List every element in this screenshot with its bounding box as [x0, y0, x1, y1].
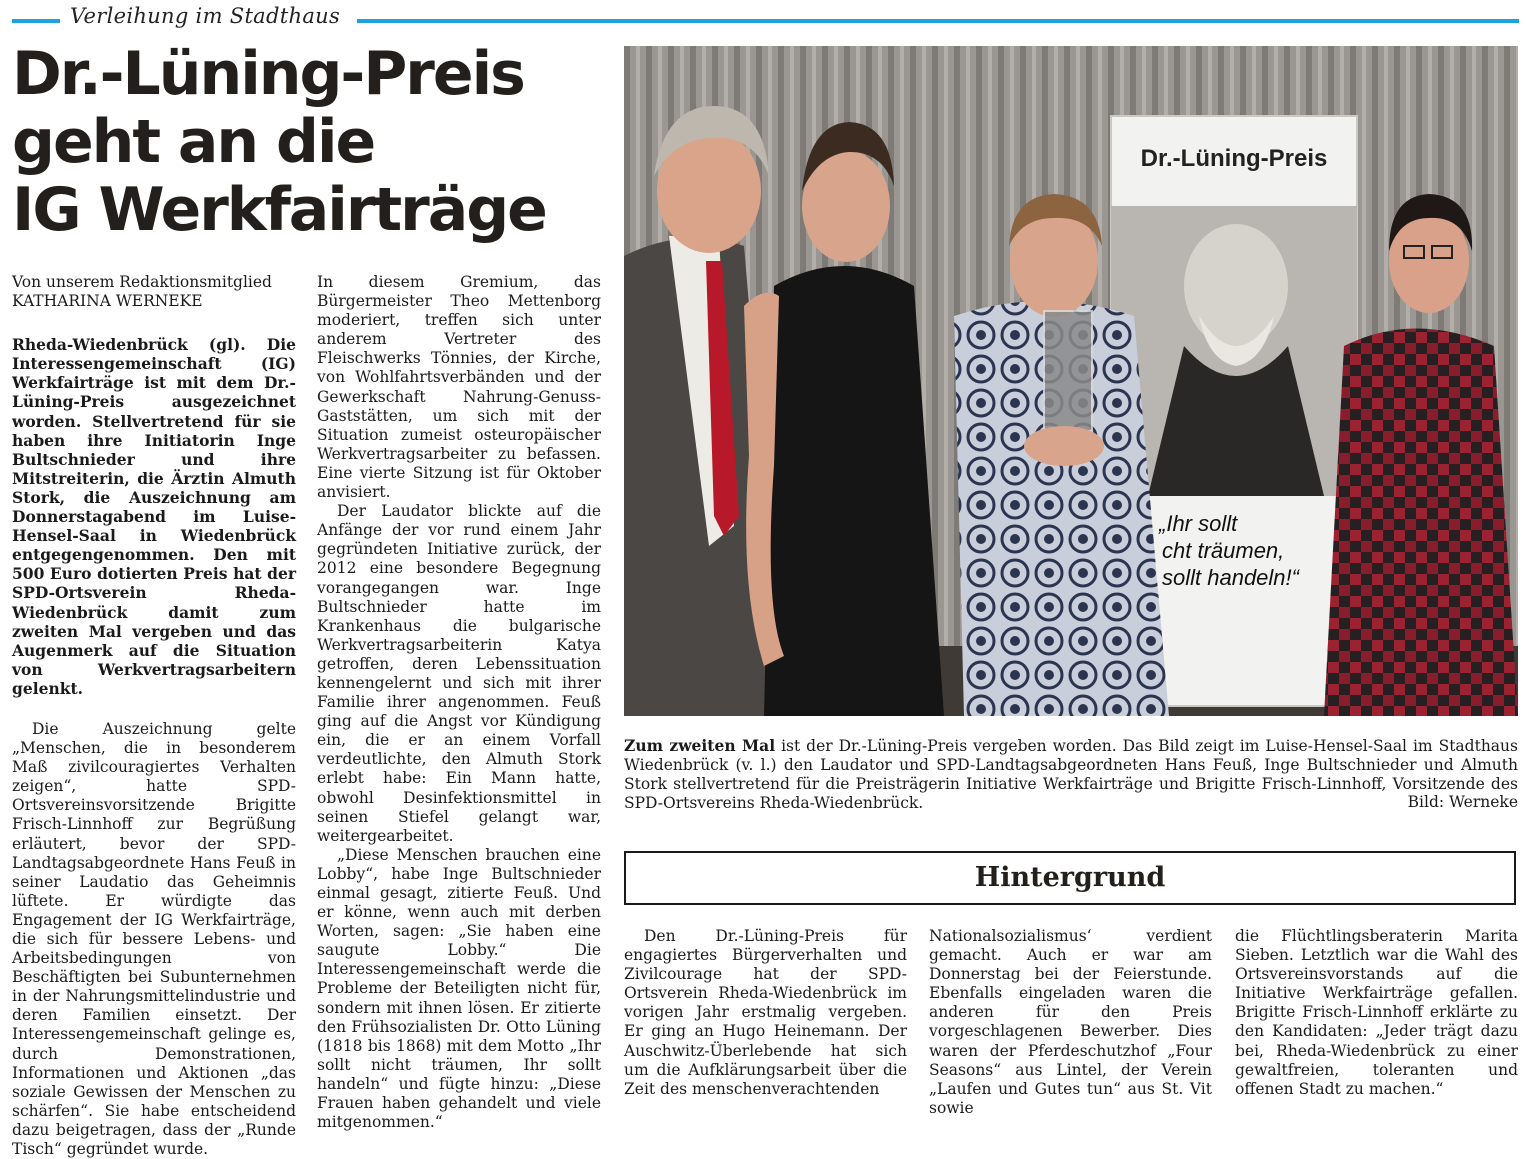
photo-illustration [624, 46, 1518, 716]
body-paragraph: „Diese Menschen brauchen eine Lobby“, habe Inge Bultschnieder einmal gesagt, zitierte Feuß. Und er könne, wenn auch mit derben Worten, sagen: „Sie haben eine saugute Lobby.“ Die Interessengemeinschaft werde die Probleme der Beteiligten nicht für, sondern mit ihnen lösen. Er zitierte den Frühsozialisten Dr. Otto Lüning (1818 bis 1868) mit dem Motto „Ihr sollt nicht träumen, Ihr sollt handeln“ und fügte hinzu: „Diese Frauen haben gehandelt und viele mitgenommen.“ [317, 845, 601, 1132]
headline [12, 40, 612, 244]
banner-title: Dr.-Lüning-Preis [1140, 145, 1328, 172]
body-paragraph: Der Laudator blickte auf die Anfänge der vor rund einem Jahr gegründeten Initiative zurück, der 2012 eine besondere Begegnung vorangegangen war. Inge Bultschnieder hatte im Krankenhaus die bulgarische Werkvertragsarbeiterin Katya getroffen, deren Lebenssituation kennengelernt und sich mit ihrer Familie ihrer angenommen. Feuß ging auf die Angst vor Kündigung ein, die er an einem Vorfall verdeutlichte, den Almuth Stork erlebt habe: Ein Mann hatte, obwohl Desinfektionsmittel in seinen Stiefel gelangt war, weitergearbeitet. [317, 502, 601, 845]
hintergrund-title: Hintergrund [974, 862, 1166, 893]
kicker-rule-right [357, 19, 1519, 23]
photo-credit: Bild: Werneke [1407, 793, 1518, 811]
headline-line-1: Dr.-Lüning-Preis [12, 39, 524, 109]
article-column-2 [317, 273, 601, 1132]
lead-paragraph: Rheda-Wiedenbrück (gl). Die Interessengemeinschaft (IG) Werkfairträge ist mit dem Dr.-Lüning-Preis ausgezeichnet worden. Stellvertretend für sie haben ihre Initiatorin Inge Bultschnieder und ihre Mitstreiterin, die Ärztin Almuth Stork, die Auszeichnung am Donnerstagabend im Luise-Hensel-Saal in Wiedenbrück entgegengenommen. Den mit 500 Euro dotierten Preis hat der SPD-Ortsverein Rheda-Wiedenbrück damit zum zweiten Mal vergeben und das Augenmerk auf die Situation von Werkvertragsarbeitern gelenkt. [12, 335, 296, 698]
byline-author: KATHARINA WERNEKE [12, 292, 203, 311]
byline [12, 273, 296, 311]
banner-quote-line-1: „Ihr sollt [1159, 511, 1238, 536]
banner-quote-line-2: cht träumen, [1162, 538, 1285, 563]
hintergrund-column-3: die Flüchtlingsberaterin Marita Sieben. Letztlich war die Wahl des Ortsvereinsvorstands auf die Initiative Werkfairträge gefallen. Brigitte Frisch-Linnhoff erklärte zu den Kandidaten: „Jeder trägt dazu bei, Rheda-Wiedenbrück zu einer gewaltfreien, toleranten und offenen Stadt zu machen.“ [1235, 927, 1518, 1098]
caption-bold-lead: Zum zweiten Mal [624, 736, 776, 755]
headline-line-3: IG Werkfairträge [12, 175, 546, 245]
kicker-rule-left [12, 19, 60, 23]
byline-line-1: Von unserem Redaktionsmitglied [12, 273, 272, 291]
article-photo [624, 46, 1518, 716]
hintergrund-column-1: Den Dr.-Lüning-Preis für engagiertes Bürgerverhalten und Zivilcourage hat der SPD-Ortsverein Rheda-Wiedenbrück im vorigen Jahr erstmalig vergeben. Er ging an Hugo Heinemann. Der Auschwitz-Überlebende hat sich um die Aufklärungsarbeit über die Zeit des menschenverachtenden [624, 927, 907, 1098]
hintergrund-box [624, 851, 1516, 905]
article-column-1 [12, 273, 296, 1159]
banner-quote-line-3: sollt handeln!“ [1162, 565, 1299, 590]
body-paragraph: In diesem Gremium, das Bürgermeister Theo Mettenborg moderiert, treffen sich unter anderem Vertreter des Fleischwerks Tönnies, der Kirche, von Wohlfahrtsverbänden und der Gewerkschaft Nahrung-Genuss-Gaststätten, um sich mit der Situation zumeist osteuropäischer Werkvertragsarbeiter zu befassen. Eine vierte Sitzung ist für Oktober anvisiert. [317, 273, 601, 502]
hintergrund-column-2: Nationalsozialismus‘ verdient gemacht. Auch er war am Donnerstag bei der Feierstunde. Ebenfalls eingeladen waren die anderen für den Preis vorgeschlagenen Bewerber. Dies waren der Pferdeschutzhof „Four Seasons“ aus Lintel, der Verein „Laufen und Gutes tun“ aus St. Vit sowie [929, 927, 1212, 1117]
body-paragraph: Die Auszeichnung gelte „Menschen, die in besonderem Maß zivilcouragiertes Verhalten zeigen“, hatte SPD-Ortsvereinsvorsitzende Brigitte Frisch-Linnhoff zur Begrüßung erläutert, bevor der SPD-Landtagsabgeordnete Hans Feuß in seiner Laudatio das Geheimnis lüftete. Er würdigte das Engagement der IG Werkfairträge, die sich für bessere Lebens- und Arbeitsbedingungen von Beschäftigten bei Subunternehmen in der Nahrungsmittelindustrie und deren Familien einsetzt. Der Interessengemeinschaft gelinge es, durch Demonstrationen, Informationen und Aktionen „das soziale Gewissen der Menschen zu schärfen“. Sie habe entscheidend dazu beigetragen, dass der „Runde Tisch“ gegründet wurde. [12, 719, 296, 1159]
headline-line-2: geht an die [12, 107, 375, 177]
photo-caption [624, 736, 1518, 813]
kicker-text: Verleihung im Stadthaus [70, 4, 341, 28]
caption-text: ist der Dr.-Lüning-Preis vergeben worden. Das Bild zeigt im Luise-Hensel-Saal im Stadthaus Wiedenbrück (v. l.) den Laudator und SPD-Landtagsabgeordneten Hans Feuß, Inge Bultschnieder und Almuth Stork stellvertretend für die Preisträgerin Initiative Werkfairträge und Brigitte Frisch-Linnhoff, Vorsitzende des SPD-Ortsvereins Rheda-Wiedenbrück. [624, 737, 1518, 813]
kicker-bar [0, 4, 1526, 30]
